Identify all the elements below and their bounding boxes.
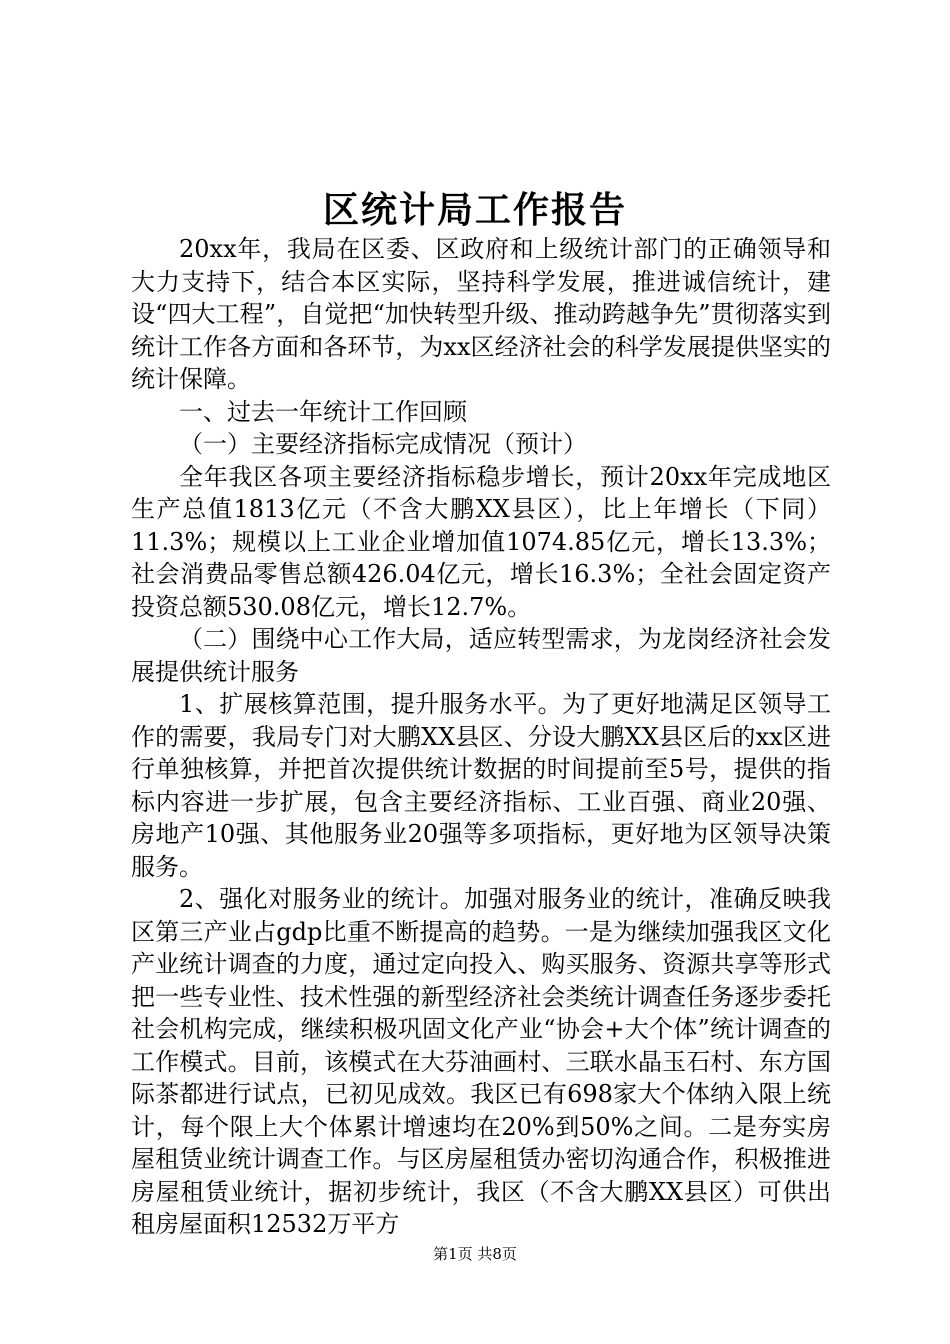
paragraph-indicators: 全年我区各项主要经济指标稳步增长，预计20xx年完成地区生产总值1813亿元（不含大鹏XX县区），比上年增长（下同）11.3%；规模以上工业企业增加值1074.85亿元，增长13.3%；社会消费品零售总额426.04亿元，增长16.3%；全社会固定资产投资总额530.08亿元，增长12.7%。 bbox=[131, 462, 831, 621]
paragraph-accounting: 1、扩展核算范围，提升服务水平。为了更好地满足区领导工作的需要，我局专门对大鹏XX县区、分设大鹏XX县区后的xx区进行单独核算，并把首次提供统计数据的时间提前至5号，提供的指标内容进一步扩展，包含主要经济指标、工业百强、商业20强、房地产10强、其他服务业20强等多项指标，更好地为区领导决策服务。 bbox=[131, 690, 831, 881]
subsection-heading: （二）围绕中心工作大局，适应转型需求，为龙岗经济社会发展提供统计服务 bbox=[131, 625, 831, 686]
page-number: 第1页 共8页 bbox=[433, 1245, 517, 1263]
document-body bbox=[131, 233, 831, 1241]
paragraph-services: 2、强化对服务业的统计。加强对服务业的统计，准确反映我区第三产业占gdp比重不断提高的趋势。一是为继续加强我区文化产业统计调查的力度，通过定向投入、购买服务、资源共享等形式把一些专业性、技术性强的新型经济社会类统计调查任务逐步委托社会机构完成，继续积极巩固文化产业“协会+大个体”统计调查的工作模式。目前，该模式在大芬油画村、三联水晶玉石村、东方国际茶都进行试点，已初见成效。我区已有698家大个体纳入限上统计，每个限上大个体累计增速均在20%到50%之间。二是夯实房屋租赁业统计调查工作。与区房屋租赁办密切沟通合作，积极推进房屋租赁业统计，据初步统计，我区（不含大鹏XX县区）可供出租房屋面积12532万平方 bbox=[131, 885, 831, 1238]
section-heading: 一、过去一年统计工作回顾 bbox=[179, 397, 467, 426]
paragraph-intro: 20xx年，我局在区委、区政府和上级统计部门的正确领导和大力支持下，结合本区实际，坚持科学发展，推进诚信统计，建设“四大工程”，自觉把“加快转型升级、推动跨越争先”贯彻落实到统计工作各方面和各环节，为xx区经济社会的科学发展提供坚实的统计保障。 bbox=[131, 235, 831, 393]
subsection-heading: （一）主要经济指标完成情况（预计） bbox=[179, 430, 587, 458]
document-title: 区统计局工作报告 bbox=[322, 189, 627, 231]
